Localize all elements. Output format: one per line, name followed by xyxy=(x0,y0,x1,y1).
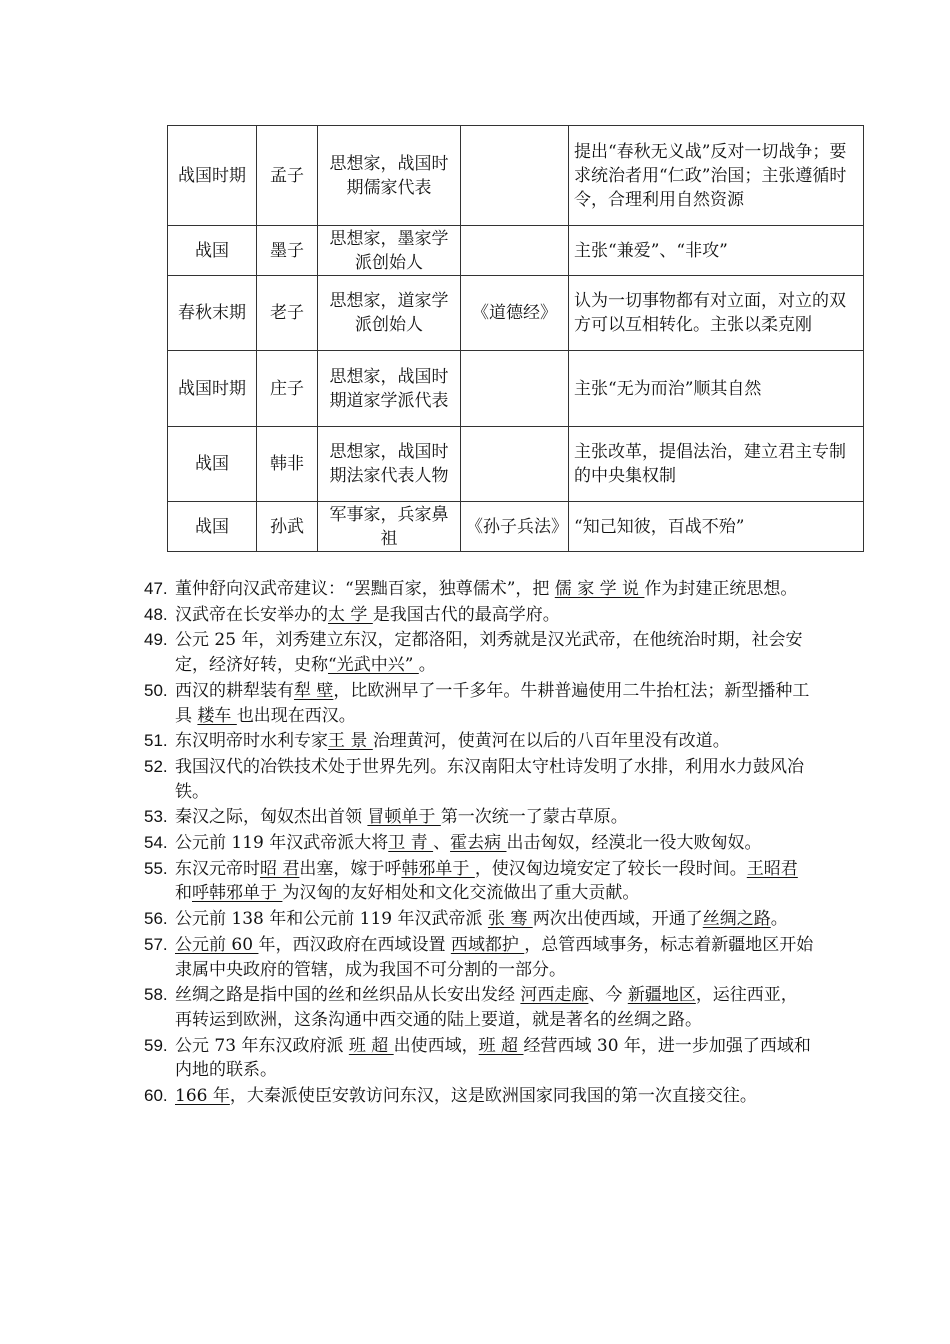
answer-blank: 班 超 xyxy=(348,1035,394,1056)
item-number: 49. xyxy=(144,630,168,650)
item-text: 经营西域 30 年，进一步加强了西域和内地的联系。 xyxy=(175,1035,811,1081)
item-text: 出塞，嫁于呼 xyxy=(299,858,402,879)
item-text: 。 xyxy=(418,655,436,676)
item-text: 治理黄河，使黄河在以后的八百年里没有改道。 xyxy=(372,731,730,752)
work-cell xyxy=(461,351,569,427)
identity-cell: 思想家，墨家学派创始人 xyxy=(318,226,461,276)
table-row xyxy=(168,351,864,427)
item-text: 公元前 119 年汉武帝派大将 xyxy=(175,833,389,854)
person-cell: 老子 xyxy=(257,276,318,351)
item-number: 60. xyxy=(144,1086,168,1106)
list-item xyxy=(144,755,814,804)
item-text: 出使西域， xyxy=(393,1035,479,1056)
answer-blank: 犁 壁 xyxy=(294,680,334,701)
list-item xyxy=(144,831,814,856)
answer-blank: 呼韩邪单于 xyxy=(192,883,283,904)
item-text: 东汉明帝时水利专家 xyxy=(175,731,328,752)
item-text: 第一次统一了蒙古草原。 xyxy=(440,807,628,828)
work-cell xyxy=(461,226,569,276)
person-cell: 墨子 xyxy=(257,226,318,276)
item-text: 秦汉之际，匈奴杰出首领 xyxy=(175,807,368,828)
list-item xyxy=(144,577,814,602)
answer-blank: 韩邪单于 xyxy=(401,858,475,879)
item-text: 、 xyxy=(433,833,451,854)
idea-cell: 主张“无为而治”顺其自然 xyxy=(569,351,864,427)
work-cell xyxy=(461,427,569,502)
table-row xyxy=(168,126,864,226)
table-row xyxy=(168,226,864,276)
item-number: 59. xyxy=(144,1035,168,1055)
list-item xyxy=(144,1034,814,1083)
idea-cell: 认为一切事物都有对立面，对立的双方可以互相转化。主张以柔克刚 xyxy=(569,276,864,351)
knowledge-point-list xyxy=(144,577,814,1110)
answer-blank: 王昭君 xyxy=(746,858,798,879)
item-text: ，大秦派使臣安敦访问东汉，这是欧洲国家同我国的第一次直接交往。 xyxy=(229,1086,757,1107)
answer-blank: 太 学 xyxy=(328,604,373,625)
item-number: 55. xyxy=(144,858,168,878)
item-text: 、今 xyxy=(588,985,628,1006)
idea-cell: 提出“春秋无义战”反对一切战争；要求统治者用“仁政”治国；主张遵循时令，合理利用自然资源 xyxy=(569,126,864,226)
item-text: 汉武帝在长安举办的 xyxy=(175,604,328,625)
person-cell: 庄子 xyxy=(257,351,318,427)
item-number: 51. xyxy=(144,731,168,751)
answer-blank: 公元前 60 xyxy=(175,934,259,955)
item-text: ，总管西域事务，标志着新疆地区开始隶属中央政府的管辖，成为我国不可分割的一部分。 xyxy=(175,934,814,980)
answer-blank: 耧车 xyxy=(197,705,237,726)
item-text: 公元前 138 年和公元前 119 年汉武帝派 xyxy=(175,909,488,930)
answer-blank: 张 骞 xyxy=(487,909,533,930)
list-item xyxy=(144,805,814,830)
person-cell: 韩非 xyxy=(257,427,318,502)
list-item xyxy=(144,628,814,677)
item-text: 出击匈奴，经漠北一役大败匈奴。 xyxy=(506,833,762,854)
answer-blank: 丝绸之路 xyxy=(702,909,771,930)
list-item xyxy=(144,857,814,906)
answer-blank: 新疆地区 xyxy=(627,985,696,1006)
work-cell: 《道德经》 xyxy=(461,276,569,351)
identity-cell: 思想家，战国时期道家学派代表 xyxy=(318,351,461,427)
item-text: ，运往西亚，再转运到欧洲，这条沟通中西交通的陆上要道，就是著名的丝绸之路。 xyxy=(175,985,798,1030)
item-number: 52. xyxy=(144,756,168,776)
list-item xyxy=(144,603,814,628)
answer-blank: 河西走廊 xyxy=(520,985,589,1006)
answer-blank: 166 年 xyxy=(175,1086,230,1107)
historical-figures-table xyxy=(167,125,864,552)
idea-cell: 主张改革，提倡法治，建立君主专制的中央集权制 xyxy=(569,427,864,502)
list-item xyxy=(144,729,814,754)
answer-blank: 霍去病 xyxy=(450,833,507,854)
item-text: 作为封建正统思想。 xyxy=(644,579,798,599)
identity-cell: 军事家，兵家鼻祖 xyxy=(318,502,461,552)
answer-blank: “光武中兴” xyxy=(328,655,419,676)
item-text: 公元 73 年东汉政府派 xyxy=(175,1035,349,1056)
era-cell: 战国时期 xyxy=(168,126,257,226)
person-cell: 孟子 xyxy=(257,126,318,226)
era-cell: 春秋末期 xyxy=(168,276,257,351)
table-row xyxy=(168,276,864,351)
era-cell: 战国 xyxy=(168,226,257,276)
item-text: 。 xyxy=(770,909,788,930)
item-number: 57. xyxy=(144,934,168,954)
idea-cell: 主张“兼爱”、“非攻” xyxy=(569,226,864,276)
item-text: ，比欧洲早了一千多年。牛耕普遍使用二牛抬杠法；新型播种工具 xyxy=(175,680,810,726)
era-cell: 战国 xyxy=(168,427,257,502)
answer-blank: 儒 家 学 说 xyxy=(554,579,645,599)
answer-blank: 西域都护 xyxy=(450,934,525,955)
list-item xyxy=(144,933,814,982)
answer-blank: 昭 君 xyxy=(260,858,300,879)
item-text: 为汉匈的友好相处和文化交流做出了重大贡献。 xyxy=(282,883,640,904)
item-number: 56. xyxy=(144,909,168,929)
item-text: 公元 25 年，刘秀建立东汉，定都洛阳，刘秀就是汉光武帝，在他统治时期，社会安定，经济好转，史称 xyxy=(175,630,803,676)
item-text: 东汉元帝时 xyxy=(175,858,260,879)
list-item xyxy=(144,679,814,728)
item-text: ，使汉匈边境安定了较长一段时间。 xyxy=(474,858,747,879)
item-text: 是我国古代的最高学府。 xyxy=(372,604,560,625)
item-number: 58. xyxy=(144,985,168,1005)
item-number: 54. xyxy=(144,833,168,853)
item-text: 西汉的耕犁装有 xyxy=(175,680,294,701)
identity-cell: 思想家，道家学派创始人 xyxy=(318,276,461,351)
list-item xyxy=(144,983,814,1032)
work-cell: 《孙子兵法》 xyxy=(461,502,569,552)
item-text: 年，西汉政府在西域设置 xyxy=(258,934,451,955)
item-text: 两次出使西域，开通了 xyxy=(532,909,703,930)
era-cell: 战国时期 xyxy=(168,351,257,427)
item-number: 53. xyxy=(144,807,168,827)
idea-cell: “知己知彼，百战不殆” xyxy=(569,502,864,552)
item-number: 47. xyxy=(144,579,168,598)
list-item xyxy=(144,907,814,932)
answer-blank: 班 超 xyxy=(478,1035,524,1056)
answer-blank: 卫 青 xyxy=(388,833,434,854)
identity-cell: 思想家，战国时期法家代表人物 xyxy=(318,427,461,502)
item-number: 48. xyxy=(144,604,168,624)
item-number: 50. xyxy=(144,680,168,700)
list-item xyxy=(144,1084,814,1109)
table-row xyxy=(168,427,864,502)
identity-cell: 思想家，战国时期儒家代表 xyxy=(318,126,461,226)
item-text: 董仲舒向汉武帝建议：“罢黜百家，独尊儒术”，把 xyxy=(175,579,555,599)
item-text: 我国汉代的冶铁技术处于世界先列。东汉南阳太守杜诗发明了水排，利用水力鼓风冶铁。 xyxy=(175,756,804,802)
person-cell: 孙武 xyxy=(257,502,318,552)
era-cell: 战国 xyxy=(168,502,257,552)
work-cell xyxy=(461,126,569,226)
answer-blank: 王 景 xyxy=(328,731,373,752)
item-text: 和 xyxy=(175,883,192,904)
item-text: 丝绸之路是指中国的丝和丝织品从长安出发经 xyxy=(175,985,521,1006)
item-text: 也出现在西汉。 xyxy=(236,705,356,726)
table-row xyxy=(168,502,864,552)
answer-blank: 冒顿单于 xyxy=(367,807,441,828)
